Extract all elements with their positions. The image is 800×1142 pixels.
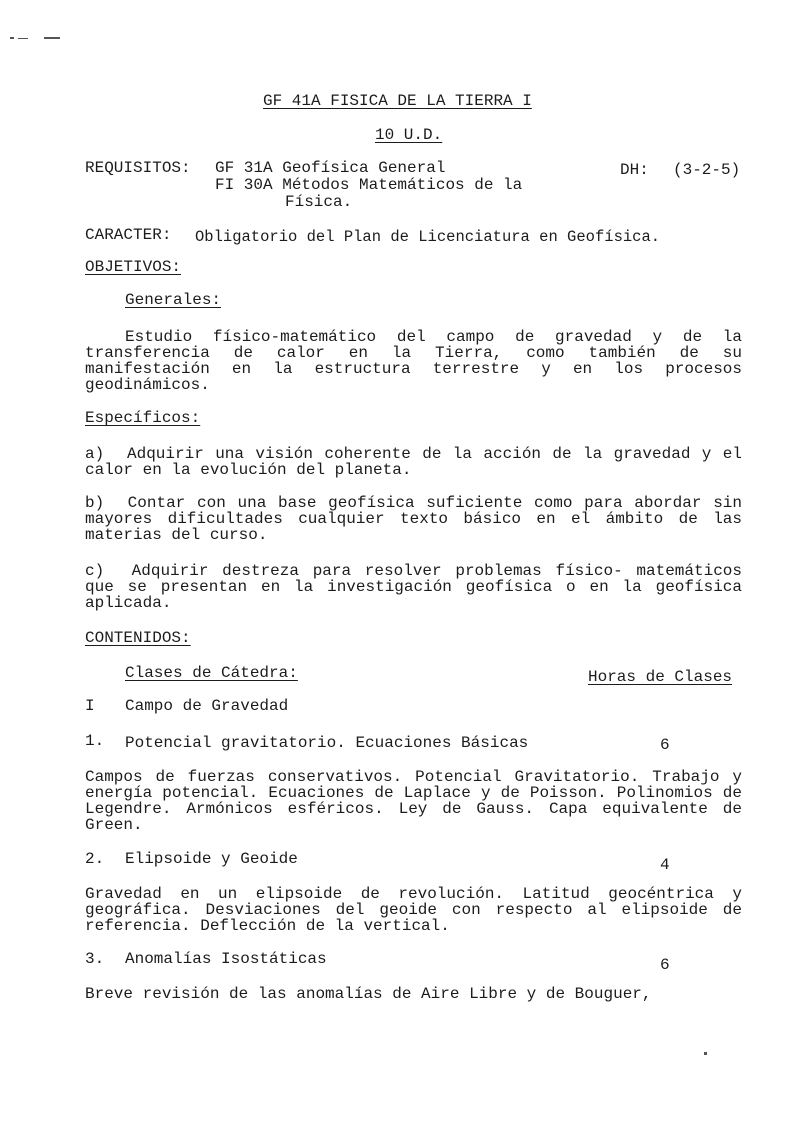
course-title: GF 41A FISICA DE LA TIERRA I (263, 92, 532, 110)
topic-description: Campos de fuerzas conservativos. Potencial Gravitatorio. Trabajo y energía potencial. Ecuaciones de Laplace y de Poisson. Polinomios de Legendre. Armónicos esféricos. Ley de Gauss. Capa equivalente de Green. (85, 768, 742, 834)
requisitos-label: REQUISITOS: (85, 159, 191, 177)
requisito-1: GF 31A Geofísica General (215, 159, 446, 177)
scan-speck (704, 1052, 707, 1055)
objetivo-c: c) Adquirir destreza para resolver problemas físico- matemáticos que se presentan en la investigación geofísica o en la geofísica aplicada. (85, 562, 743, 612)
objetivo-a: a) Adquirir una visión coherente de la acción de la gravedad y el calor en la evolución del planeta. (85, 445, 743, 479)
caracter-text: Obligatorio del Plan de Licenciatura en Geofísica. (195, 228, 661, 246)
requisito-2: FI 30A Métodos Matemáticos de la (215, 176, 523, 194)
dh-value: (3-2-5) (673, 161, 741, 179)
horas-clases-heading: Horas de Clases (588, 668, 733, 686)
topic-description: Breve revisión de las anomalías de Aire Libre y de Bouguer, (85, 985, 652, 1003)
topic-title: Potencial gravitatorio. Ecuaciones Básicas (125, 734, 529, 752)
dh-label: DH: (620, 161, 649, 179)
unit-title: Campo de Gravedad (125, 697, 289, 715)
objetivos-heading: OBJETIVOS: (85, 258, 182, 276)
scan-speck (44, 37, 60, 39)
scan-speck (10, 37, 14, 39)
topic-number: 2. (85, 850, 105, 868)
especificos-heading: Específicos: (85, 409, 201, 427)
scan-speck (18, 38, 28, 39)
topic-hours: 6 (660, 956, 670, 974)
clases-catedra-heading: Clases de Cátedra: (125, 664, 298, 682)
caracter-label: CARACTER: (85, 226, 172, 244)
unit-number: I (85, 697, 95, 715)
course-units: 10 U.D. (375, 126, 443, 144)
generales-heading: Generales: (125, 291, 222, 309)
generales-text: Estudio físico-matemático del campo de gravedad y de la transferencia de calor en la Tierra, como también de su manifestación en la estructura terrestre y en los procesos geodinámicos. (85, 328, 742, 394)
contenidos-heading: CONTENIDOS: (85, 629, 191, 647)
objetivo-b: b) Contar con una base geofísica suficiente como para abordar sin mayores dificultades cualquier texto básico en el ámbito de las materias del curso. (85, 494, 743, 544)
topic-number: 1. (85, 732, 105, 750)
topic-title: Anomalías Isostáticas (125, 950, 327, 968)
topic-description: Gravedad en un elipsoide de revolución. Latitud geocéntrica y geográfica. Desviaciones del geoide con respecto al elipsoide de referencia. Deflección de la vertical. (85, 885, 742, 935)
topic-number: 3. (85, 950, 105, 968)
topic-hours: 6 (660, 736, 670, 754)
topic-title: Elipsoide y Geoide (125, 850, 298, 868)
topic-hours: 4 (660, 856, 670, 874)
requisito-2-cont: Física. (285, 193, 353, 211)
